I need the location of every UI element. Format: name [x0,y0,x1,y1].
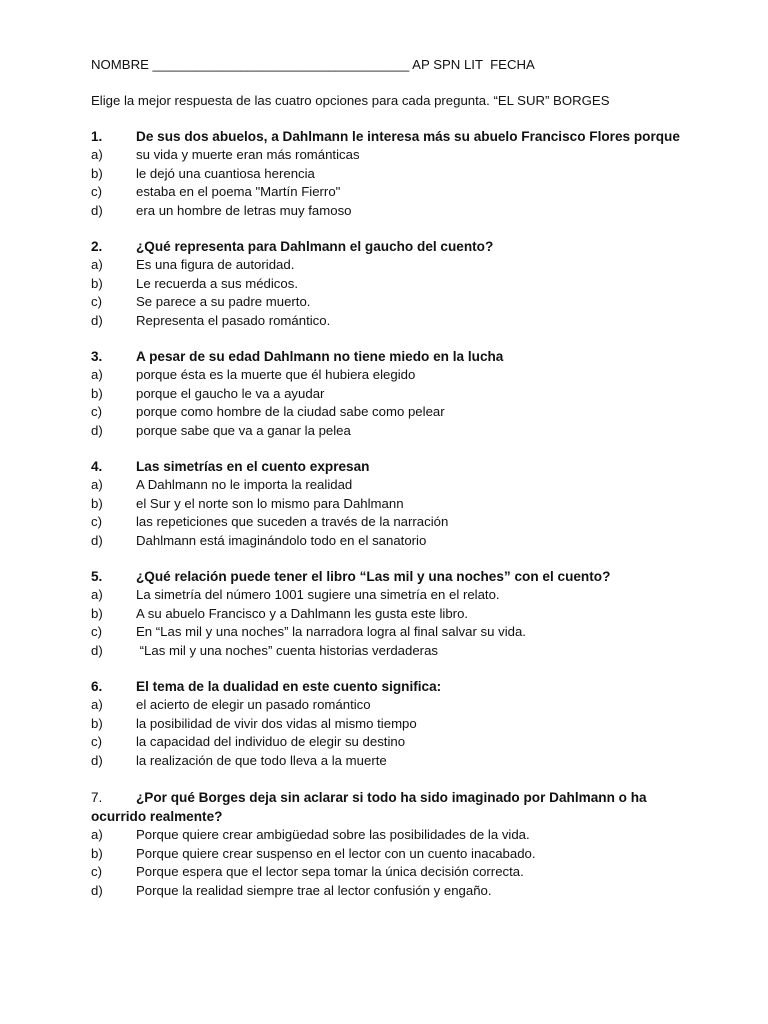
option-text: el acierto de elegir un pasado romántico [136,697,371,712]
question-title [91,567,681,586]
question-title [91,237,681,256]
option-b [91,385,681,404]
question-title [91,457,681,476]
option-a [91,256,681,275]
question-text: ¿Por qué Borges deja sin aclarar si todo ha sido imaginado por Dahlmann o ha ocurrido realmente? [91,790,647,824]
option-letter: b) [91,845,103,861]
option-text: Es una figura de autoridad. [136,257,295,272]
option-text: Porque quiere crear suspenso en el lector con un cuento inacabado. [136,845,536,861]
option-b [91,845,681,864]
option-text: porque el gaucho le va a ayudar [136,385,325,401]
option-letter: b) [91,715,103,731]
option-letter: c) [91,624,102,639]
option-text: Dahlmann está imaginándolo todo en el sanatorio [136,532,427,548]
question-text: De sus dos abuelos, a Dahlmann le interesa más su abuelo Francisco Flores porque [136,129,680,144]
option-c [91,183,681,202]
option-d [91,882,681,901]
option-letter: c) [91,734,102,749]
option-text: la capacidad del individuo de elegir su destino [136,734,406,749]
question-title [91,127,681,146]
question-text: ¿Qué relación puede tener el libro “Las mil y una noches” con el cuento? [136,569,611,584]
option-a [91,476,681,495]
option-a [91,366,681,385]
option-c [91,733,681,752]
option-text: las repeticiones que suceden a través de la narración [136,514,449,529]
option-text: Porque quiere crear ambigüedad sobre las posibilidades de la vida. [136,827,530,842]
option-text: estaba en el poema "Martín Fierro" [136,184,341,199]
option-a [91,586,681,605]
option-text: le dejó una cuantiosa herencia [136,165,315,181]
option-text: Porque espera que el lector sepa tomar la única decisión correcta. [136,864,524,879]
option-d [91,202,681,221]
option-text: En “Las mil y una noches” la narradora logra al final salvar su vida. [136,624,526,639]
option-text: porque ésta es la muerte que él hubiera elegido [136,367,416,382]
option-letter: d) [91,882,103,898]
question-number: 4. [91,459,103,474]
option-text: Porque la realidad siempre trae al lector confusión y engaño. [136,882,492,898]
option-d [91,532,681,551]
question-4 [91,457,681,550]
question-title [91,347,681,366]
option-text: “Las mil y una noches” cuenta historias verdaderas [136,642,438,658]
option-a [91,146,681,165]
option-text: A Dahlmann no le importa la realidad [136,477,353,492]
option-text: La simetría del número 1001 sugiere una simetría en el relato. [136,587,500,602]
option-b [91,275,681,294]
question-number: 2. [91,239,103,254]
option-text: era un hombre de letras muy famoso [136,202,352,218]
option-letter: c) [91,404,102,419]
option-text: porque sabe que va a ganar la pelea [136,422,351,438]
option-text: porque como hombre de la ciudad sabe como pelear [136,404,445,419]
option-d [91,312,681,331]
option-letter: d) [91,422,103,438]
question-3 [91,347,681,440]
option-d [91,642,681,661]
option-letter: c) [91,184,102,199]
option-text: A su abuelo Francisco y a Dahlmann les gusta este libro. [136,605,469,621]
option-letter: a) [91,827,103,842]
option-letter: d) [91,312,103,328]
instructions: Elige la mejor respuesta de las cuatro opciones para cada pregunta. “EL SUR” BORGES [91,93,610,108]
option-letter: b) [91,275,103,291]
question-5 [91,567,681,660]
option-letter: a) [91,587,103,602]
option-letter: b) [91,495,103,511]
option-letter: b) [91,385,103,401]
option-c [91,623,681,642]
question-1 [91,127,681,220]
option-letter: d) [91,642,103,658]
name-date-header: NOMBRE ___________________________________ AP SPN LIT FECHA [91,57,535,72]
option-letter: a) [91,147,103,162]
question-number: 5. [91,569,103,584]
option-d [91,752,681,771]
option-letter: d) [91,752,103,768]
option-d [91,422,681,441]
option-text: la realización de que todo lleva a la muerte [136,752,387,768]
option-text: Le recuerda a sus médicos. [136,275,298,291]
option-letter: a) [91,477,103,492]
question-6 [91,677,681,770]
option-c [91,513,681,532]
question-number: 1. [91,129,103,144]
option-c [91,863,681,882]
option-c [91,403,681,422]
question-number: 7. [91,790,103,805]
question-text: El tema de la dualidad en este cuento significa: [136,679,442,694]
option-letter: c) [91,514,102,529]
option-b [91,605,681,624]
option-text: la posibilidad de vivir dos vidas al mismo tiempo [136,715,417,731]
option-text: Representa el pasado romántico. [136,312,331,328]
option-a [91,696,681,715]
option-text: el Sur y el norte son lo mismo para Dahlmann [136,495,404,511]
option-letter: c) [91,864,102,879]
option-c [91,293,681,312]
option-letter: b) [91,605,103,621]
option-letter: d) [91,202,103,218]
question-number: 3. [91,349,103,364]
option-letter: a) [91,697,103,712]
question-title [91,788,681,826]
option-letter: a) [91,257,103,272]
option-b [91,495,681,514]
question-number: 6. [91,679,103,694]
option-a [91,826,681,845]
option-letter: a) [91,367,103,382]
option-b [91,715,681,734]
option-letter: b) [91,165,103,181]
question-text: ¿Qué representa para Dahlmann el gaucho del cuento? [136,239,494,254]
option-letter: c) [91,294,102,309]
option-text: Se parece a su padre muerto. [136,294,311,309]
option-text: su vida y muerte eran más románticas [136,147,360,162]
question-2 [91,237,681,330]
question-7 [91,788,681,900]
option-letter: d) [91,532,103,548]
question-text: Las simetrías en el cuento expresan [136,459,370,474]
question-text: A pesar de su edad Dahlmann no tiene miedo en la lucha [136,349,504,364]
option-b [91,165,681,184]
question-title [91,677,681,696]
